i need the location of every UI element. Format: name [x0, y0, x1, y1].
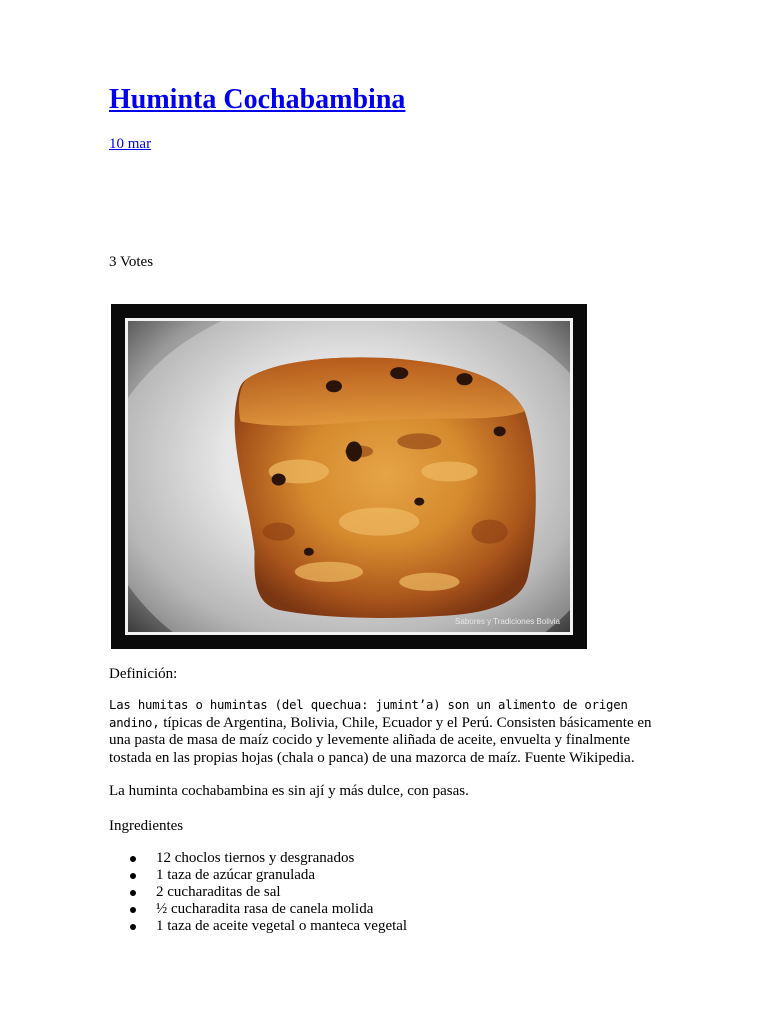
sweet-note: La huminta cochabambina es sin ají y más dulce, con pasas.	[109, 783, 469, 799]
definition-text	[109, 697, 669, 767]
post-date-link[interactable]: 10 mar	[109, 136, 152, 152]
recipe-photo-frame	[125, 318, 573, 635]
bullet-icon	[130, 890, 136, 896]
bullet-icon	[130, 873, 136, 879]
recipe-photo	[111, 304, 587, 649]
ingredients-label: Ingredientes	[109, 818, 184, 834]
bullet-icon	[130, 924, 136, 930]
ingredient-text: 12 choclos tiernos y desgranados	[156, 850, 355, 866]
huminta-image	[128, 321, 570, 632]
list-item	[109, 901, 407, 918]
ingredients-list	[109, 850, 407, 935]
post-title-link[interactable]: Huminta Cochabambina	[109, 84, 406, 115]
bullet-icon	[130, 907, 136, 913]
photo-watermark: Sabores y Tradiciones Bolivia	[455, 617, 560, 626]
definition-lead: Las humitas o humintas (del quechua: jumint’a) son un alimento de origen andino,	[109, 698, 628, 730]
ingredient-text: 1 taza de azúcar granulada	[156, 867, 316, 883]
ingredient-text: ½ cucharadita rasa de canela molida	[156, 901, 374, 917]
definition-rest: típicas de Argentina, Bolivia, Chile, Ecuador y el Perú. Consisten básicamente en una pasta de masa de maíz cocido y levemente aliñada de aceite, envuelta y finalmente tostada en las propias hojas (chala o panca) de una mazorca de maíz. Fuente Wikipedia.	[109, 714, 652, 766]
bullet-icon	[130, 856, 136, 862]
list-item	[109, 867, 407, 884]
list-item	[109, 850, 407, 867]
ingredient-text: 1 taza de aceite vegetal o manteca vegetal	[156, 918, 408, 934]
list-item	[109, 884, 407, 901]
ingredient-text: 2 cucharaditas de sal	[156, 884, 281, 900]
votes-count: 3 Votes	[109, 254, 154, 270]
definition-label: Definición:	[109, 666, 178, 682]
list-item	[109, 918, 407, 935]
